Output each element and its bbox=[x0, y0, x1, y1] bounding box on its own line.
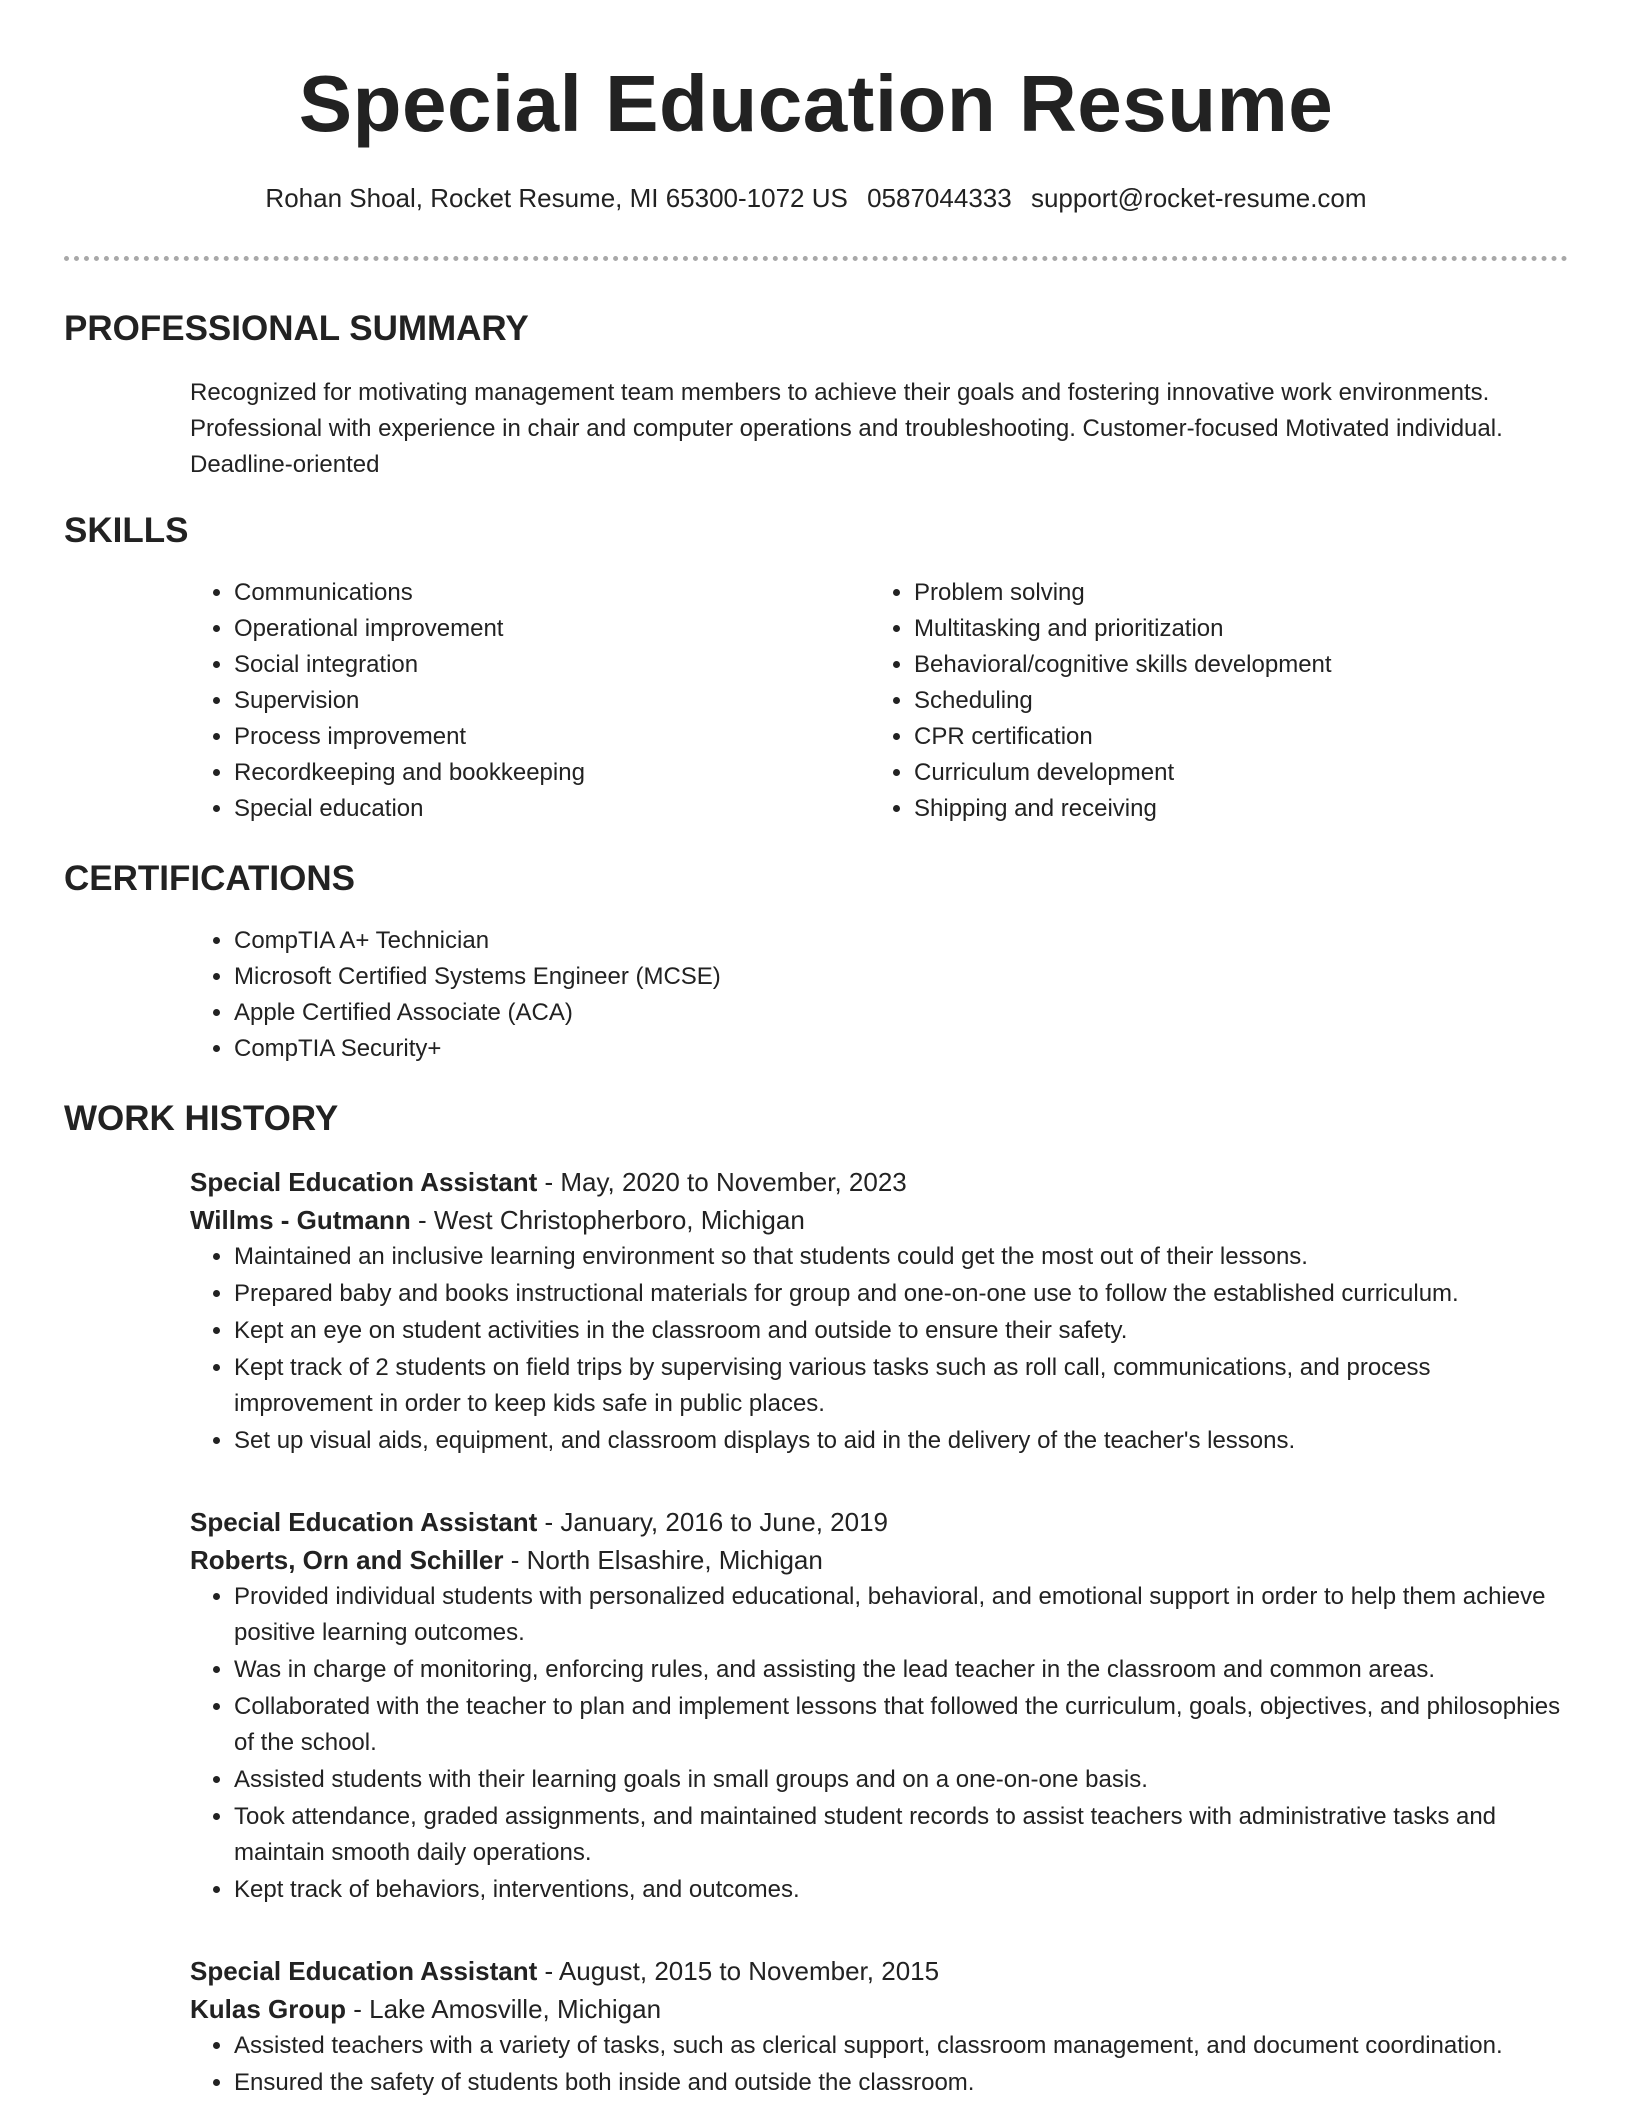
job-location: - North Elsashire, Michigan bbox=[503, 1545, 823, 1575]
skill-item: • Communications bbox=[234, 575, 870, 611]
contact-line bbox=[64, 180, 1568, 216]
job-entry bbox=[190, 1503, 1568, 1908]
resume-page bbox=[64, 0, 1568, 2102]
job-location: - Lake Amosville, Michigan bbox=[346, 1994, 662, 2024]
skill-item: • Process improvement bbox=[234, 719, 870, 755]
job-entry bbox=[190, 1163, 1568, 1459]
job-dates: - May, 2020 to November, 2023 bbox=[537, 1167, 907, 1197]
job-company-line bbox=[190, 1541, 1568, 1579]
skill-item: • Scheduling bbox=[914, 683, 1550, 719]
skills-grid bbox=[190, 575, 1568, 827]
certification-item: • Microsoft Certified Systems Engineer (MCSE) bbox=[234, 959, 1568, 995]
job-title: Special Education Assistant bbox=[190, 1956, 538, 1986]
skills-column-left bbox=[190, 575, 870, 827]
certification-item: • CompTIA Security+ bbox=[234, 1031, 1568, 1067]
header-divider bbox=[64, 256, 1568, 261]
job-bullet: • Assisted students with their learning goals in small groups and on a one-on-one basis. bbox=[234, 1762, 1568, 1798]
work-history-heading: WORK HISTORY bbox=[64, 1099, 339, 1138]
job-title-line bbox=[190, 1952, 1568, 1990]
job-bullet: • Kept an eye on student activities in the classroom and outside to ensure their safety. bbox=[234, 1313, 1568, 1349]
skill-item: • Special education bbox=[234, 791, 870, 827]
contact-address: Rohan Shoal, Rocket Resume, MI 65300-1072 US bbox=[265, 183, 848, 213]
job-bullet: • Provided individual students with personalized educational, behavioral, and emotional support in order to help them achieve positive learning outcomes. bbox=[234, 1579, 1568, 1651]
job-company: Kulas Group bbox=[190, 1994, 347, 2024]
skill-item: • Curriculum development bbox=[914, 755, 1550, 791]
job-bullet: • Set up visual aids, equipment, and classroom displays to aid in the delivery of the teacher's lessons. bbox=[234, 1423, 1568, 1459]
job-title: Special Education Assistant bbox=[190, 1507, 538, 1537]
job-bullet: • Took attendance, graded assignments, and maintained student records to assist teachers with administrative tasks and maintain smooth daily operations. bbox=[234, 1799, 1568, 1871]
skill-item: • Multitasking and prioritization bbox=[914, 611, 1550, 647]
job-bullet: • Prepared baby and books instructional materials for group and one-on-one use to follow the established curriculum. bbox=[234, 1276, 1568, 1312]
contact-email: support@rocket-resume.com bbox=[1030, 183, 1367, 213]
job-bullet: • Ensured the safety of students both inside and outside the classroom. bbox=[234, 2065, 1568, 2101]
job-company-line bbox=[190, 1201, 1568, 1239]
skill-item: • Shipping and receiving bbox=[914, 791, 1550, 827]
skill-item: • Recordkeeping and bookkeeping bbox=[234, 755, 870, 791]
skill-item: • Social integration bbox=[234, 647, 870, 683]
summary-heading: PROFESSIONAL SUMMARY bbox=[64, 309, 529, 348]
job-bullet: • Kept track of 2 students on field trips by supervising various tasks such as roll call, communications, and process improvement in order to keep kids safe in public places. bbox=[234, 1350, 1568, 1422]
job-company: Willms - Gutmann bbox=[190, 1205, 411, 1235]
job-title-line bbox=[190, 1163, 1568, 1201]
job-entry bbox=[190, 1952, 1568, 2101]
certification-item: • Apple Certified Associate (ACA) bbox=[234, 995, 1568, 1031]
certification-item: • CompTIA A+ Technician bbox=[234, 923, 1568, 959]
job-title: Special Education Assistant bbox=[190, 1167, 538, 1197]
skills-column-right bbox=[870, 575, 1550, 827]
skill-item: • Supervision bbox=[234, 683, 870, 719]
job-location: - West Christopherboro, Michigan bbox=[410, 1205, 805, 1235]
job-title-line bbox=[190, 1503, 1568, 1541]
skill-item: • Problem solving bbox=[914, 575, 1550, 611]
job-bullet: • Maintained an inclusive learning environment so that students could get the most out of their lessons. bbox=[234, 1239, 1568, 1275]
job-bullet: • Kept track of behaviors, interventions, and outcomes. bbox=[234, 1872, 1568, 1908]
job-bullet: • Collaborated with the teacher to plan and implement lessons that followed the curriculum, goals, objectives, and philosophies of the school. bbox=[234, 1689, 1568, 1761]
job-dates: - January, 2016 to June, 2019 bbox=[537, 1507, 889, 1537]
job-bullet: • Was in charge of monitoring, enforcing rules, and assisting the lead teacher in the classroom and common areas. bbox=[234, 1652, 1568, 1688]
job-dates: - August, 2015 to November, 2015 bbox=[537, 1956, 940, 1986]
resume-title: Special Education Resume bbox=[298, 59, 1334, 148]
skill-item: • Operational improvement bbox=[234, 611, 870, 647]
certifications-list bbox=[190, 923, 1568, 1067]
job-company-line bbox=[190, 1990, 1568, 2028]
skill-item: • CPR certification bbox=[914, 719, 1550, 755]
certifications-heading: CERTIFICATIONS bbox=[64, 859, 356, 898]
skill-item: • Behavioral/cognitive skills development bbox=[914, 647, 1550, 683]
job-company: Roberts, Orn and Schiller bbox=[190, 1545, 504, 1575]
skills-heading: SKILLS bbox=[64, 511, 189, 550]
contact-phone: 0587044333 bbox=[867, 183, 1012, 213]
job-bullet: • Assisted teachers with a variety of tasks, such as clerical support, classroom management, and document coordination. bbox=[234, 2028, 1568, 2064]
summary-text: Recognized for motivating management team members to achieve their goals and fostering innovative work environments. Professional with experience in chair and computer operations and troubleshooting. Customer-focused Motivated individual. Deadline-oriented bbox=[190, 379, 1503, 478]
